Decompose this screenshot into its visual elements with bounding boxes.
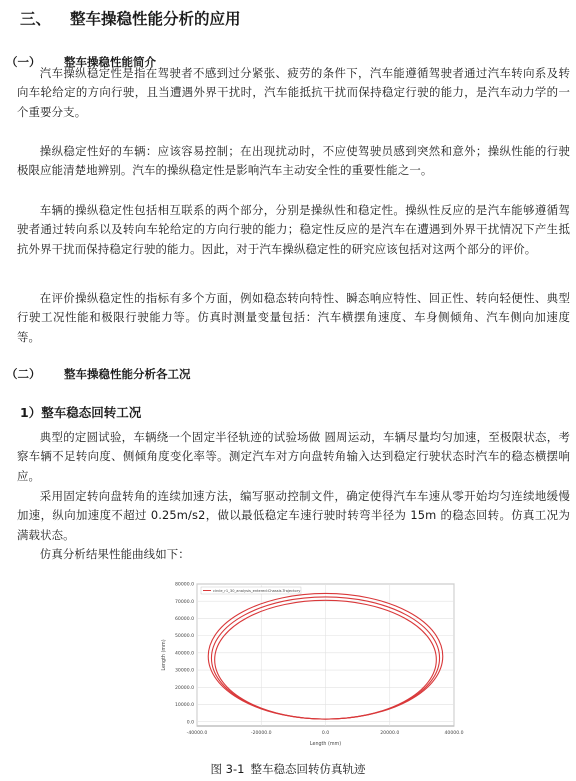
y-tick-label: 10000.0 (175, 703, 194, 709)
subsection-title-1: 整车操稳性能简介 (64, 55, 156, 69)
x-tick-label: 20000.0 (380, 731, 400, 736)
subsection-number-2: （二） (6, 367, 41, 381)
section-heading (20, 7, 560, 29)
paragraph: 在评价操纵稳定性的指标有多个方面，例如稳态转向特性、瞬态响应特性、回正性、转向轻便性、典型行驶工况性能和极限行驶能力等。仿真时测量变量包括：汽车横摆角速度、车身侧倾角、汽车侧向加速度等。 (17, 291, 570, 344)
x-tick-label: 0.0 (321, 731, 330, 736)
subsection-number-1: （一） (6, 55, 41, 69)
y-axis-label: Length (mm) (162, 639, 167, 671)
trajectory-figure (157, 578, 464, 748)
legend-label: circle_r1_30_analysis_entered:Chassis.Trajectory (213, 589, 301, 593)
subsection-title-2: 整车操稳性能分析各工况 (64, 367, 191, 381)
figure-caption-text: 整车稳态回转仿真轨迹 (250, 762, 366, 776)
x-tick-label: 40000.0 (444, 731, 464, 736)
figure-caption (0, 761, 576, 777)
y-tick-label: 80000.0 (175, 582, 194, 588)
section-title: 整车操稳性能分析的应用 (70, 10, 241, 28)
y-tick-label: 0.0 (186, 720, 194, 726)
y-tick-label: 30000.0 (175, 668, 194, 674)
paragraph: 典型的定圆试验，车辆绕一个固定半径轨迹的试验场做 圆周运动，车辆尽量均匀加速，至极限状态，考察车辆不足转向度、侧倾角度变化率等。测定汽车对方向盘转角输入达到稳定行驶状态时汽车的稳态横摆响应。 (17, 430, 570, 483)
paragraph: 汽车操纵稳定性是指在驾驶者不感到过分紧张、疲劳的条件下，汽车能遵循驾驶者通过汽车转向系及转向车轮给定的方向行驶，且当遭遇外界干扰时，汽车能抵抗干扰而保持稳定行驶的能力，是汽车动力学的一个重要分支。 (17, 66, 570, 119)
x-tick-label: -20000.0 (250, 731, 272, 736)
paragraph: 车辆的操纵稳定性包括相互联系的两个部分，分别是操纵性和稳定性。操纵性反应的是汽车能够遵循驾驶者通过转向系以及转向车轮给定的方向行驶的能力；稳定性反应的是汽车在遭遇到外界干扰情况下产生抵抗外界干扰而保持稳定行驶的能力。因此，对于汽车操纵稳定性的研究应该包括对这两个部分的评价。 (17, 203, 570, 256)
subsection-heading-2 (6, 366, 546, 382)
y-tick-label: 60000.0 (175, 617, 194, 623)
subsubsection-heading: 1）整车稳态回转工况 (20, 405, 142, 420)
x-tick-label: -40000.0 (186, 731, 208, 736)
x-axis-label: Length (mm) (309, 742, 342, 747)
y-tick-label: 50000.0 (175, 634, 194, 640)
section-number: 三、 (20, 10, 52, 28)
y-tick-label: 70000.0 (175, 599, 194, 605)
figure-number: 图 3-1 (210, 762, 245, 776)
y-tick-label: 40000.0 (175, 651, 194, 657)
paragraph: 仿真分析结果性能曲线如下： (39, 547, 190, 561)
paragraph: 采用固定转向盘转角的连续加速方法，编写驱动控制文件，确定使得汽车车速从零开始均匀连续地缓慢加速，纵向加速度不超过 0.25m/s2，做以最低稳定车速行驶时转弯半径为 15m 的稳态回转。仿真工况为满载状态。 (17, 489, 570, 542)
trajectory-chart (157, 578, 464, 748)
paragraph: 操纵稳定性好的车辆：应该容易控制；在出现扰动时，不应使驾驶员感到突然和意外；操纵性能的行驶极限应能清楚地辨别。汽车的操纵稳定性是影响汽车主动安全性的重要性能之一。 (17, 144, 570, 178)
y-tick-label: 20000.0 (175, 685, 194, 691)
